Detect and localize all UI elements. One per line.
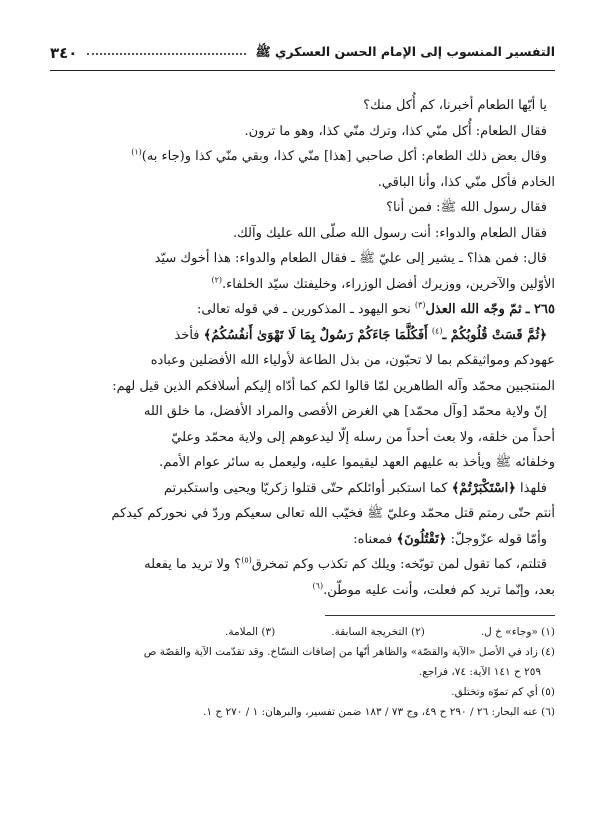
page-number: ٣٤٠ [50,44,78,62]
text-line: المنتجبين محمّد وآله الطاهرين لمّا قالوا لكم كما أدّاه إليكم أسلافكم الذين قيل لهم: [112,378,555,394]
section-heading: ثمّ وجّه الله العذل [425,302,522,317]
text-run: الأوّلين والآخرين، ووزيرك أفضل الوزراء، وخليفتك سيّد الخلفاء. [222,276,555,292]
text-run: فأخذ [174,327,200,343]
main-text [50,93,555,603]
text-line [50,578,555,604]
text-line: أنتم حتّى رمتم قتل محمّد وعليّ ﷺ فخيّب الله تعالى سعيكم وردّ في نحوركم كيدكم [111,506,555,521]
footnotes [50,622,555,722]
page [50,40,555,722]
text-line [50,272,555,298]
footnote-ref: (٢) [211,275,223,285]
text-line: عهودكم ومواثيقكم بما لا تحبّون، من بذل الطاعة لأولياء الله الأفضلين وعباده [150,353,555,368]
footnote: (١) «وجاء» خ ل. [480,626,555,638]
text-line: فقال الطعام والدواء: أنت رسول الله صلّى الله عليك وآلك. [232,225,547,241]
text-line [50,297,555,323]
text-line: فقال الطعام: أُكل منّي كذا، وترك منّي كذا، وهو ما ترون. [244,123,547,139]
text-line: قال: فمن هذا؟ ـ يشير إلى عليّ ﷺ ـ فقال الطعام والدواء: هذا أخوك سيّد [154,251,547,266]
text-line [50,527,555,553]
header-dots [87,51,245,55]
footnote: (٢) التخريجة السابقة. [331,626,425,638]
text-line: أحداً من خلقه، ولا بعث أحداً من رسله إلّا ليدعوهم إلى ولاية محمّد وعليّ [171,429,555,445]
text-run: وقال بعض ذلك الطعام: أكل صاحبي [هذا] منّي كذا، وبقي منّي كذا و(جاء به) [141,149,547,164]
text-run: فمعناه: [353,531,393,547]
text-line [50,144,555,170]
footnote-rule [325,615,555,616]
text-run: كما استكبر أوائلكم حتّى قتلوا زكريّا ويحيى واستكبرتم [163,480,448,496]
footnote-row [225,622,555,642]
text-run: فلهذا [520,480,547,496]
running-title: التفسير المنسوب إلى الإمام الحسن العسكري ﷺ [255,43,555,59]
footnote-ref: (٦) [312,581,324,591]
quran-verse: ﴿ثُمَّ قَسَتْ قُلُوبُكُمْ ـ [442,327,547,343]
text-line [50,476,555,502]
footnote-ref: (٥) [241,555,252,565]
text-line [50,323,555,349]
section-number: ٢٦٥ ـ [525,302,555,317]
text-line: الخادم فأكل منّي كذا، وأنا الباقي. [377,174,555,190]
header-rule [50,70,555,71]
quran-verse: ﴿تَقْتُلُونَ﴾ [396,531,447,547]
text-line: فقال رسول الله ﷺ: فمن أنا؟ [386,200,547,215]
footnote: (٦) عنه البحار: ٢٦ / ٢٩٠ ح ٤٩، وج ٧٣ / ١٨٣ ضمن تفسير، والبرهان: ١ / ٢٧٠ ح ١. [203,706,555,718]
page-header [50,40,555,66]
text-line [50,552,555,578]
text-line: يا أيّها الطعام أخبرنا، كم أُكل منك؟ [363,98,547,113]
quran-verse: ﴿اسْتَكْبَرْتُمْ﴾ [451,480,516,496]
footnote: ٢٥٩ ح ١٤١ الآية: ٧٤، فراجع. [418,666,541,678]
footnote: (٥) أي كم تموّه وتختلق. [451,686,555,698]
footnote-ref: (٤) [431,326,443,336]
footnote-ref: (١) [131,147,142,157]
quran-verse: أَفَكُلَّمَا جَاءَكُمْ رَسُولٌ بِمَا لَا تَهْوَىٰ أَنفُسُكُمُ﴾ [203,327,428,343]
text-line: إنّ ولاية محمّد [وآل محمّد] هي الغرض الأقصى والمراد الأفضل، ما خلق الله [143,404,547,419]
text-run: بعد، وإنّما تريد كم فعلت، وأنت عليه موطّن. [323,582,555,598]
text-run: قتلتم، كما تقول لمن توبّخه: ويلك كم تكذب وكم تمخرق [251,557,547,572]
text-run: ؟ ولا تريد ما يفعله [144,557,242,572]
text-run: وأمّا قوله عزّوجلّ: [450,531,547,547]
text-run: نحو اليهود ـ المذكورين ـ في قوله تعالى: [196,302,411,317]
footnote-ref: (٣) [414,300,426,310]
footnote: (٣) الملامة. [225,626,276,638]
footnote: (٤) زاد في الأصل «الآية والقصّة» والظاهر أنّها من إضافات النسّاخ. وقد تقدّمت الآية والقصّة ص [143,646,555,658]
text-line: وخلفائه ﷺ ويأخذ به عليهم العهد ليقيموا عليه، وليعمل به سائر عوام الأمم. [159,455,555,470]
